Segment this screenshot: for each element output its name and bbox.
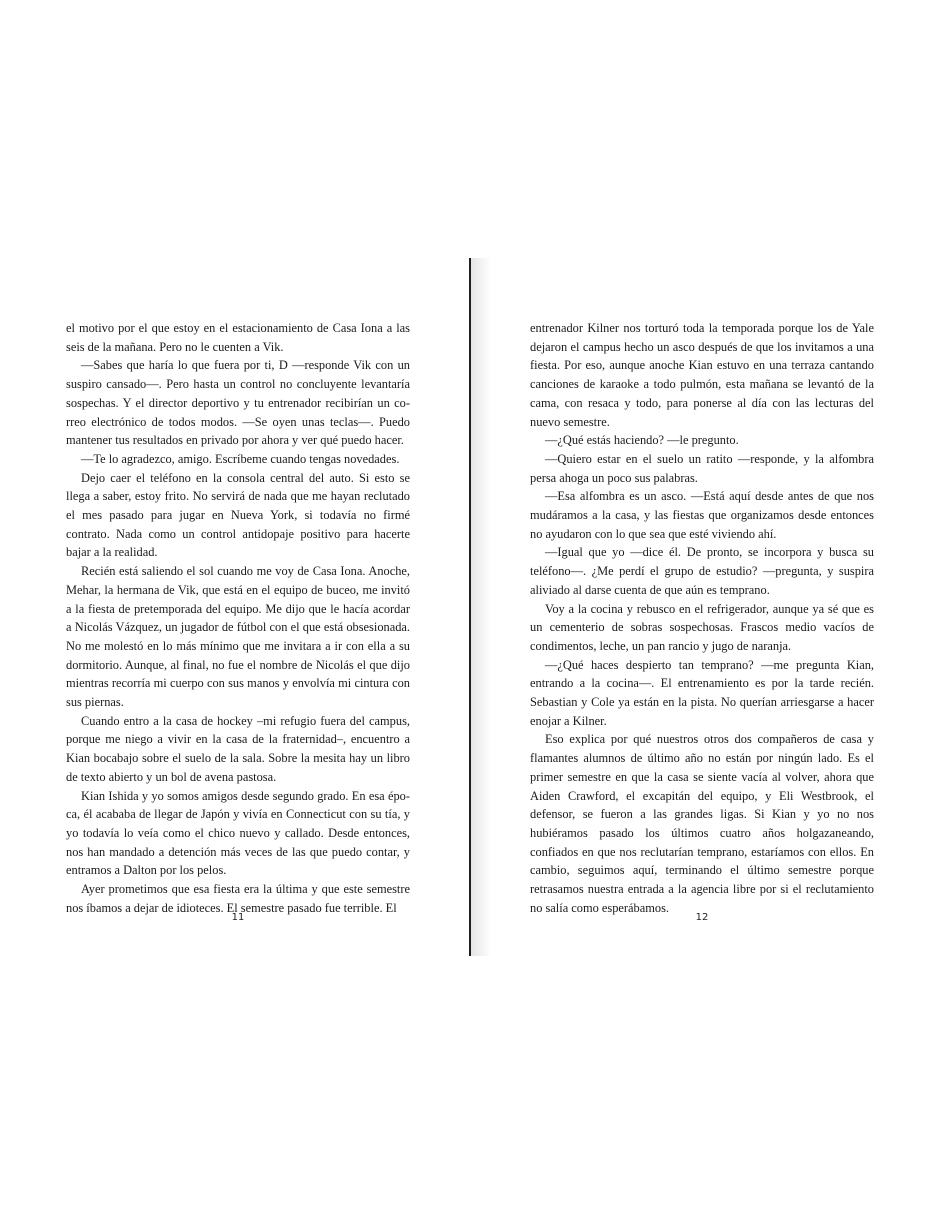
paragraph: Kian Ishida y yo somos amigos desde segundo grado. En esa época, él acababa de llegar de Japón y vivía en Connecticut con su tía, y yo todavía lo veía como el chico nuevo y callado. Desde entonces, nos han mandado a detención más veces de las que puedo contar, y entramos a Dalton por los pelos. [66,788,410,878]
paragraph: —Esa alfombra es un asco. —Está aquí desde antes de que nos mudáramos a la casa, y las fiestas que organizamos desde entonces no ayudaron con lo que sea que esté viviendo ahí. [530,489,874,541]
right-page-number: 12 [695,912,709,923]
paragraph: —¿Qué haces despierto tan temprano? —me pregunta Kian, entrando a la cocina—. El entrenamiento es por la tarde recién. Sebastian y Cole ya están en la pista. No querían arriesgarse a hacer enojar a Kilner. [530,657,874,728]
paragraph: Dejo caer el teléfono en la consola central del auto. Si esto se llega a saber, estoy frito. No servirá de nada que me hayan reclutado el mes pasado para jugar en Nueva York, si todavía no firmé contrato. Nada como un control antidopaje positivo para hacerte bajar a la realidad. [66,470,410,560]
paragraph: —Igual que yo —dice él. De pronto, se incorpora y busca su teléfono—. ¿Me perdí el grupo de estudio? —pregunta, y suspira aliviado al darse cuenta de que aún es temprano. [530,545,874,597]
paragraph: Recién está saliendo el sol cuando me voy de Casa Iona. Anoche, Mehar, la hermana de Vik, que está en el equipo de buceo, me invitó a la fiesta de pretemporada del equipo. Me dijo que le hacía acordar a Nicolás Vázquez, un jugador de fútbol con el que está obsesionada. No me molestó en lo más mínimo que me invitara a ir con ella a su dormitorio. Aunque, al final, no fue el nombre de Nicolás el que dijo mientras recorría mi cuerpo con sus manos y envolvía mi cintura con sus piernas. [66,564,410,710]
right-page-text [530,319,874,918]
paragraph: —¿Qué estás haciendo? —le pregunto. [545,433,739,448]
paragraph: Eso explica por qué nuestros otros dos compañeros de casa y flamantes alumnos de último año no están por ningún lado. Es el primer semestre en que la casa se siente vacía al volver, ahora que Aiden Crawford, el excapitán del equipo, y Eli Westbrook, el defensor, se fueron a las grandes ligas. Si Kian y yo no nos hubiéramos pasado los últimos cuatro años holgazaneando, confiados en que nos reclutarían temprano, estaríamos con ellos. En cambio, seguimos aquí, terminando el último semestre porque retrasamos nuestra entrada a la agencia libre por si el reclutamiento no salía como esperábamos. [530,732,874,915]
paragraph: Cuando entro a la casa de hockey –mi refugio fuera del campus, porque me niego a vivir en la casa de la fraternidad–, encuentro a Kian bocabajo sobre el suelo de la sala. Sobre la mesita hay un libro de texto abierto y un bol de avena pastosa. [66,713,410,784]
left-page-text [66,319,410,918]
paragraph: —Quiero estar en el suelo un ratito —responde, y la alfombra persa ahoga un poco sus palabras. [530,451,874,485]
paragraph: —Sabes que haría lo que fuera por ti, D —responde Vik con un suspiro cansado—. Pero hasta un control no concluyente levantaría sospechas. Y el director deportivo y tu entrenador recibirían un correo electrónico de todos modos. —Se oyen unas teclas—. Puedo mantener tus resultados en privado por ahora y ver qué puedo hacer. [66,358,410,448]
paragraph: el motivo por el que estoy en el estacionamiento de Casa Iona a las seis de la mañana. Pero no le cuenten a Vik. [66,321,410,354]
paragraph: —Te lo agradezco, amigo. Escríbeme cuando tengas novedades. [81,451,400,466]
gutter-shadow [471,258,491,956]
paragraph: Ayer prometimos que esa fiesta era la última y que este semestre nos íbamos a dejar de idioteces. El semestre pasado fue terrible. El [66,882,410,915]
left-page-number: 11 [231,912,245,923]
book-spread [0,258,940,958]
paragraph: entrenador Kilner nos torturó toda la temporada porque los de Yale dejaron el campus hecho un asco después de que los invitamos a una fiesta. Por eso, aunque anoche Kian estuvo en una terraza cantando canciones de karaoke a todo pulmón, esta mañana se levantó de la cama, con resaca y todo, para ponerse al día con las lecturas del nuevo semestre. [530,321,874,429]
paragraph: Voy a la cocina y rebusco en el refrigerador, aunque ya sé que es un cementerio de sobras sospechosas. Frascos medio vacíos de condimentos, leche, un pan rancio y jugo de naranja. [530,601,874,653]
